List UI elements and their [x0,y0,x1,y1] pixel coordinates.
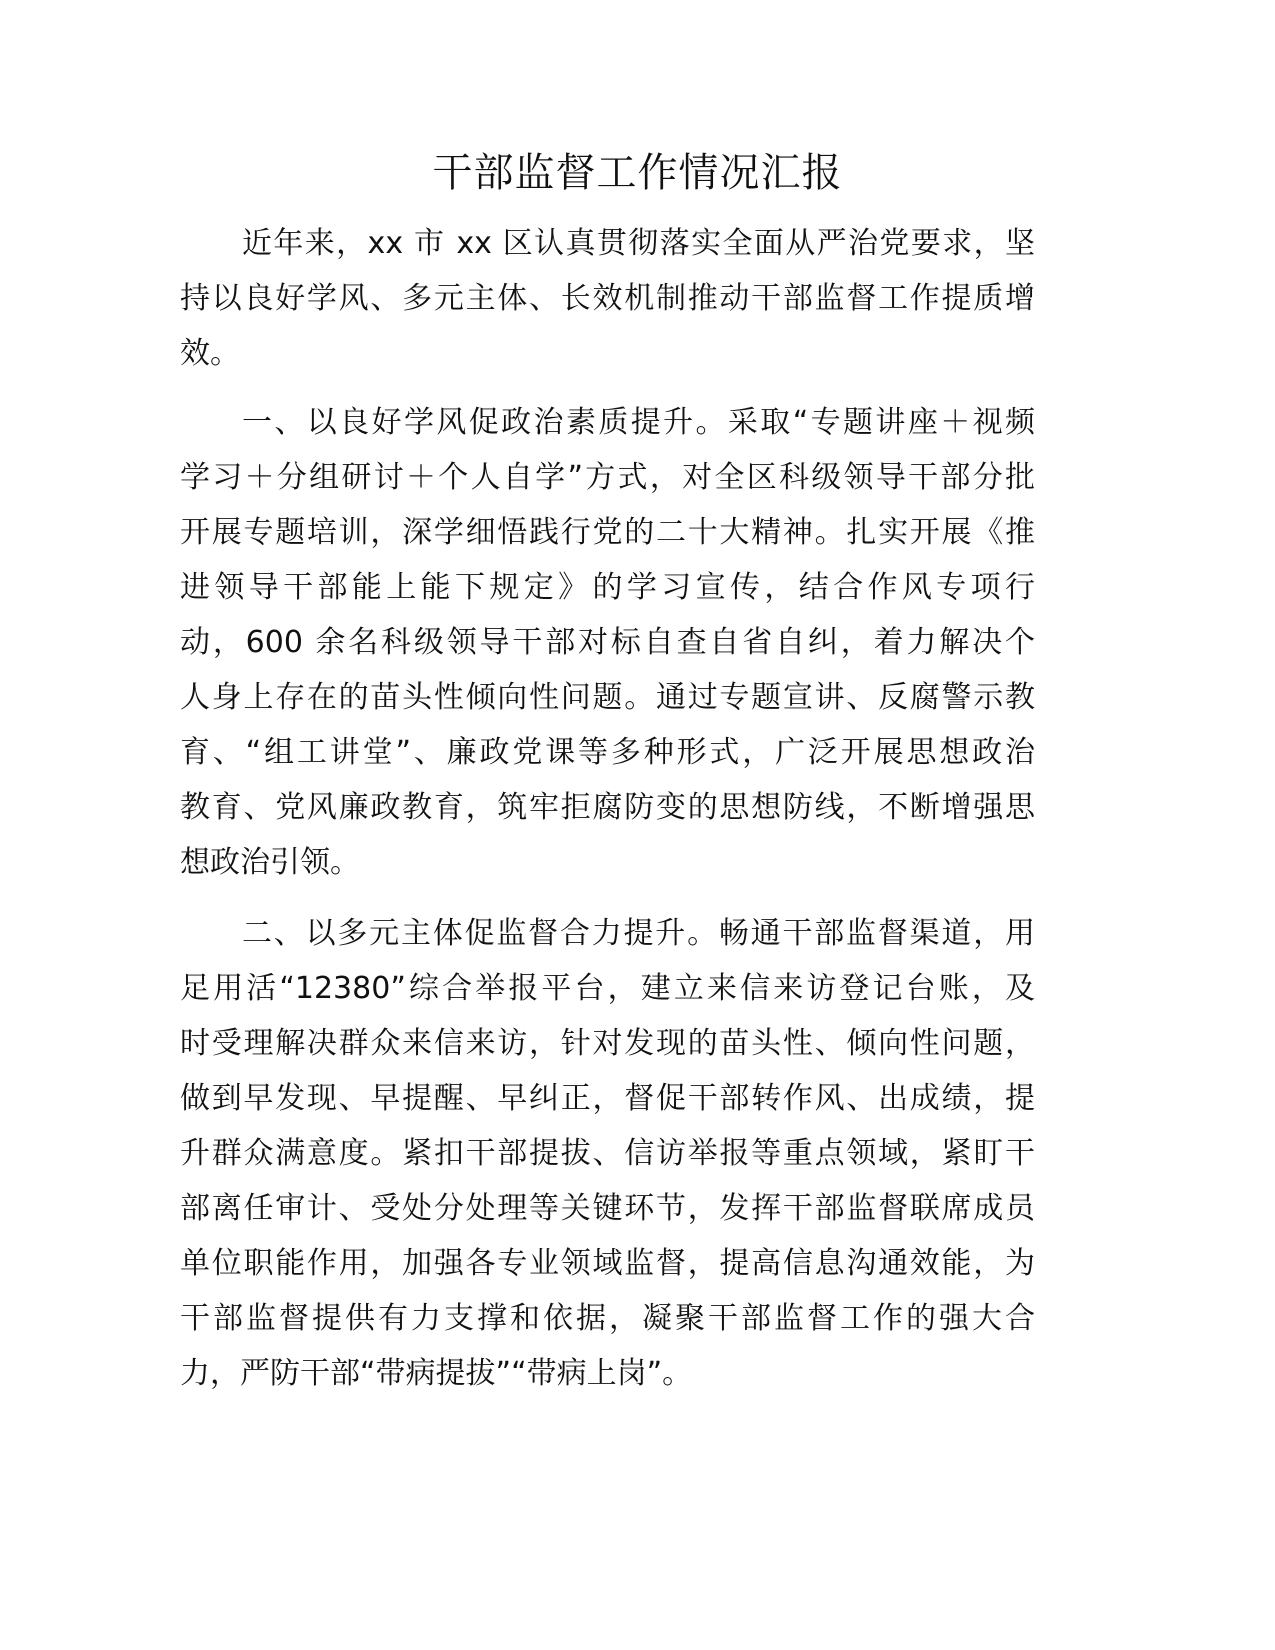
text-line: 持以良好学风、多元主体、长效机制推动干部监督工作提质增 [180,281,1035,316]
text-line: 升群众满意度。紧扣干部提拔、信访举报等重点领域，紧盯干 [180,1136,1035,1171]
document-title: 干部监督工作情况汇报 [432,150,843,196]
text-line: 一、以良好学风促政治素质提升。采取“专题讲座＋视频 [242,405,1035,440]
text-line: 二、以多元主体促监督合力提升。畅通干部监督渠道，用 [242,916,1035,951]
text-line: 育、“组工讲堂”、廉政党课等多种形式，广泛开展思想政治 [180,735,1035,770]
text-line: 部离任审计、受处分处理等关键环节，发挥干部监督联席成员 [180,1191,1035,1226]
text-line: 足用活“12380”综合举报平台，建立来信来访登记台账，及 [180,971,1035,1006]
text-line: 想政治引领。 [180,845,360,880]
text-line: 单位职能作用，加强各专业领域监督，提高信息沟通效能，为 [180,1246,1035,1281]
text-line: 人身上存在的苗头性倾向性问题。通过专题宣讲、反腐警示教 [180,680,1035,715]
paragraph-section-1 [180,395,1035,890]
text-line: 干部监督提供有力支撑和依据，凝聚干部监督工作的强大合 [180,1301,1035,1336]
text-line: 力，严防干部“带病提拔”“带病上岗”。 [180,1356,693,1391]
text-line: 近年来，xx 市 xx 区认真贯彻落实全面从严治党要求，坚 [242,226,1035,261]
text-line: 开展专题培训，深学细悟践行党的二十大精神。扎实开展《推 [180,515,1035,550]
text-line: 教育、党风廉政教育，筑牢拒腐防变的思想防线，不断增强思 [180,790,1035,825]
text-line: 效。 [180,336,240,371]
paragraph-intro [180,216,1035,381]
text-line: 进领导干部能上能下规定》的学习宣传，结合作风专项行 [180,570,1035,605]
text-line: 学习＋分组研讨＋个人自学”方式，对全区科级领导干部分批 [180,460,1035,495]
text-line: 动，600 余名科级领导干部对标自查自省自纠，着力解决个 [180,625,1035,660]
text-line: 做到早发现、早提醒、早纠正，督促干部转作风、出成绩，提 [180,1081,1035,1116]
text-line: 时受理解决群众来信来访，针对发现的苗头性、倾向性问题， [180,1026,1035,1061]
paragraph-section-2 [180,906,1035,1401]
